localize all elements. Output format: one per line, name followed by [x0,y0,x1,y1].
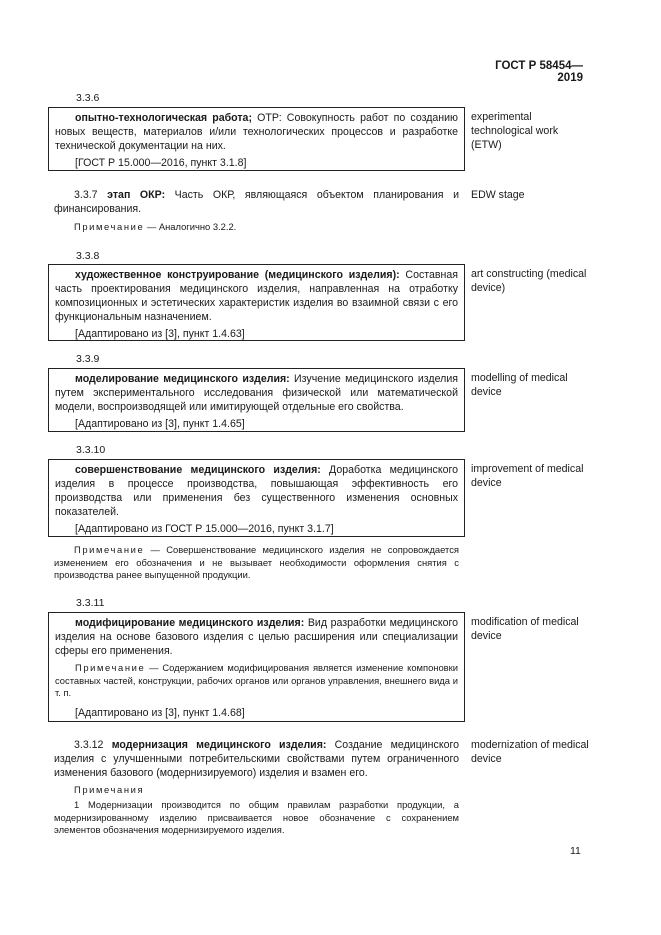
note-label: Примечание [75,662,146,673]
notes-label-text: Примечания [74,784,145,795]
term-definition [54,188,459,216]
english-equivalent: modelling of medical device [471,372,568,398]
term-note: 1 Модернизации производится по общим правилам разработки продукции, а модернизированному изделию присваивается новое обозначение с сохранением элементов обозначения модернизируемого изделия. [54,799,459,835]
definition-text: Вид разработки медицинского изделия на основе базового изделия с целью расширения или специализации сферы его применения. [55,617,458,657]
english-equivalent: improvement of medical device [471,463,584,489]
definition-text: ОТР: Совокупность работ по созданию новых веществ, материалов и/или технологических процессов и разработке технической документации на них. [55,112,458,152]
note-text: — Аналогично 3.2.2. [144,221,237,232]
definition-text: Доработка медицинского изделия в процессе производства, повышающая эффективность его производства или применения без существенного изменения основных показателей. [55,464,458,518]
term-source: [ГОСТ Р 15.000—2016, пункт 3.1.8] [75,157,247,169]
term-number: 3.3.8 [76,250,100,262]
term-box [48,107,465,171]
note-text: — Содержанием модифицирования является изменение компоновки составных частей, конструкции, рабочих органов или органов управления, внешнего вида и т. п. [55,662,458,698]
term-number: 3.3.6 [76,92,100,104]
term-definition [55,372,458,414]
term-definition [55,463,458,519]
note-label: Примечание [74,221,145,232]
page-number: 11 [570,845,581,857]
english-equivalent: EDW stage [471,189,525,201]
term-box [48,612,465,722]
term-definition [55,111,458,153]
term-box [48,368,465,432]
term-box [48,264,465,341]
definition-text: Создание медицинского изделия с улучшенными потребительскими свойствами путем ограниченного изменения базового (модернизируемого) изделия и взамен его. [54,739,459,779]
term-definition [55,616,458,658]
term-definition [55,268,458,324]
term-number: 3.3.7 [74,189,98,201]
term-number: 3.3.11 [76,597,105,609]
term-number: 3.3.9 [76,353,100,365]
definition-text: Составная часть проектирования медицинского изделия, направленная на отработку композиционных и эстетических характеристик изделия во взаимной связи с его функциональным назначением. [55,269,458,323]
term-source: [Адаптировано из [3], пункт 1.4.68] [75,706,245,719]
term-name: совершенствование медицинского изделия: [75,464,321,476]
english-equivalent: experimental technological work (ETW) [471,111,559,151]
term-name: моделирование медицинского изделия: [75,373,290,385]
definition-text: Изучение медицинского изделия путем экспериментального исследования физической или математической модели, воспроизводящей или имитирующей отдельные его свойства. [55,373,458,413]
definition-text: Часть ОКР, являющаяся объектом планирования и финансирования. [54,189,459,215]
term-note [54,544,459,582]
notes-label [54,784,459,797]
english-equivalent: modification of medical device [471,616,579,642]
term-definition [54,738,459,780]
term-source: [Адаптировано из ГОСТ Р 15.000—2016, пункт 3.1.7] [75,523,334,535]
term-source: [Адаптировано из [3], пункт 1.4.65] [75,418,245,430]
note-label: Примечание [74,544,145,555]
term-note [55,662,458,700]
english-equivalent: modernization of medical device [471,739,589,765]
standard-designation: ГОСТ Р 58454—2019 [495,60,583,84]
english-equivalent: art constructing (medical device) [471,268,587,294]
term-name: модернизация медицинского изделия: [111,739,327,751]
term-number: 3.3.10 [76,444,106,456]
term-number: 3.3.12 [74,739,104,751]
term-name: художественное конструирование (медицинского изделия): [75,269,400,281]
note-text: — Совершенствование медицинского изделия не сопровождается изменением его обозначения и не вызывает необходимости оформления снятия с производства ранее выпущенной продукции. [54,544,459,580]
term-box [48,459,465,537]
term-name: опытно-технологическая работа; [75,112,252,124]
term-name: этап ОКР: [107,189,166,201]
term-name: модифицирование медицинского изделия: [75,617,305,629]
term-note [54,221,459,234]
term-source: [Адаптировано из [3], пункт 1.4.63] [75,328,245,340]
